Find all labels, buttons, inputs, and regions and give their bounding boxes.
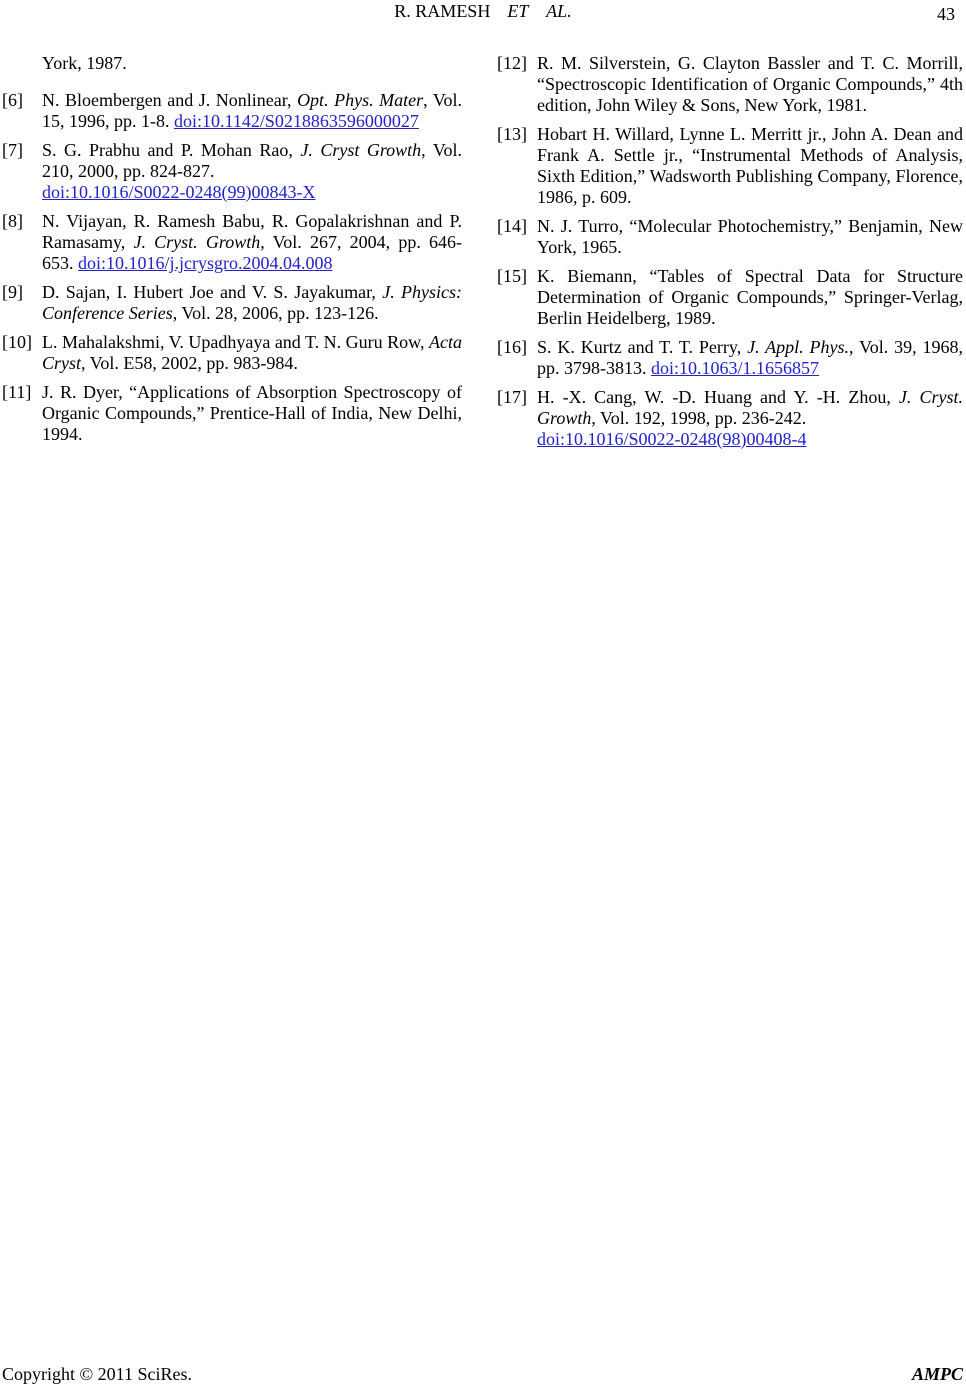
reference-number: [7] bbox=[2, 140, 23, 160]
reference-text: H. -X. Cang, W. -D. Huang and Y. -H. Zhou, bbox=[537, 387, 899, 407]
reference-number: [6] bbox=[2, 90, 23, 110]
reference-item bbox=[497, 337, 963, 379]
reference-text: S. G. Prabhu and P. Mohan Rao, bbox=[42, 140, 301, 160]
reference-number: [10] bbox=[2, 332, 32, 352]
reference-item bbox=[2, 140, 462, 203]
reference-number: [11] bbox=[2, 382, 32, 402]
reference-item bbox=[2, 382, 462, 445]
references-column bbox=[497, 53, 963, 458]
header-etal-text: ET AL. bbox=[507, 1, 572, 21]
reference-text: , Vol. 192, 1998, pp. 236-242. bbox=[591, 408, 807, 428]
reference-item bbox=[497, 216, 963, 258]
page-footer bbox=[2, 1365, 963, 1383]
reference-text: J. R. Dyer, “Applications of Absorption Spectroscopy of Organic Compounds,” Prentice-Hall of India, New Delhi, 1994. bbox=[42, 382, 462, 444]
journal-name: J. Cryst. Growth bbox=[133, 232, 261, 252]
running-header bbox=[0, 2, 966, 20]
journal-name: J. Cryst Growth bbox=[300, 140, 422, 160]
reference-number: [8] bbox=[2, 211, 23, 231]
doi-link[interactable]: doi:10.1016/S0022-0248(99)00843-X bbox=[42, 182, 316, 202]
reference-item bbox=[2, 332, 462, 374]
reference-number: [14] bbox=[497, 216, 527, 236]
doi-link[interactable]: doi:10.1016/S0022-0248(98)00408-4 bbox=[537, 429, 807, 449]
journal-abbreviation: AMPC bbox=[911, 1364, 963, 1384]
copyright-text: Copyright © 2011 SciRes. bbox=[2, 1364, 193, 1384]
reference-continuation bbox=[2, 53, 462, 74]
references-section bbox=[2, 53, 963, 458]
reference-text: N. Bloembergen and J. Nonlinear, bbox=[42, 90, 298, 110]
reference-text: D. Sajan, I. Hubert Joe and V. S. Jayakumar, bbox=[42, 282, 383, 302]
reference-item bbox=[497, 266, 963, 329]
references-column bbox=[2, 53, 462, 458]
reference-number: [12] bbox=[497, 53, 527, 73]
journal-name: Acta Cryst bbox=[42, 332, 462, 373]
reference-number: [13] bbox=[497, 124, 527, 144]
reference-text: , Vol. 39, 1968, pp. 3798-3813. bbox=[537, 337, 963, 378]
reference-text: K. Biemann, “Tables of Spectral Data for Structure Determination of Organic Compounds,” Springer-Verlag, Berlin Heidelberg, 1989. bbox=[537, 266, 963, 328]
reference-text: R. M. Silverstein, G. Clayton Bassler and T. C. Morrill, “Spectroscopic Identification of Organic Compounds,” 4th edition, John Wiley & Sons, New York, 1981. bbox=[537, 53, 963, 115]
reference-number: [16] bbox=[497, 337, 527, 357]
reference-item bbox=[497, 53, 963, 116]
reference-item bbox=[497, 124, 963, 208]
doi-link[interactable]: doi:10.1063/1.1656857 bbox=[651, 358, 820, 378]
journal-name: J. Cryst. Growth bbox=[537, 387, 963, 428]
journal-name: J. Physics: Conference Series bbox=[42, 282, 462, 323]
header-author-text: R. RAMESH bbox=[394, 1, 491, 21]
reference-item bbox=[2, 282, 462, 324]
reference-number: [9] bbox=[2, 282, 23, 302]
journal-name: J. Appl. Phys. bbox=[747, 337, 850, 357]
reference-text: S. K. Kurtz and T. T. Perry, bbox=[537, 337, 748, 357]
reference-text: , Vol. E58, 2002, pp. 983-984. bbox=[81, 353, 298, 373]
reference-text: , Vol. 210, 2000, pp. 824-827. bbox=[42, 140, 463, 181]
reference-text: Hobart H. Willard, Lynne L. Merritt jr., John A. Dean and Frank A. Settle jr., “Instrumental Methods of Analysis, Sixth Edition,” Wadsworth Publishing Company, Florence, 1986, p. 609. bbox=[537, 124, 963, 207]
reference-text: , Vol. 267, 2004, pp. 646-653. bbox=[42, 232, 462, 273]
reference-number: [15] bbox=[497, 266, 527, 286]
reference-text: , Vol. 28, 2006, pp. 123-126. bbox=[172, 303, 379, 323]
reference-text: York, 1987. bbox=[42, 53, 127, 73]
reference-item bbox=[497, 387, 963, 450]
reference-number: [17] bbox=[497, 387, 527, 407]
reference-item bbox=[2, 90, 462, 132]
reference-item bbox=[2, 211, 462, 274]
reference-text: N. J. Turro, “Molecular Photochemistry,” Benjamin, New York, 1965. bbox=[537, 216, 963, 257]
page-number: 43 bbox=[937, 4, 955, 24]
doi-link[interactable]: doi:10.1142/S0218863596000027 bbox=[174, 111, 419, 131]
journal-name: Opt. Phys. Mater bbox=[297, 90, 424, 110]
doi-link[interactable]: doi:10.1016/j.jcrysgro.2004.04.008 bbox=[78, 253, 333, 273]
reference-text: N. Vijayan, R. Ramesh Babu, R. Gopalakrishnan and P. Ramasamy, bbox=[42, 211, 462, 252]
reference-text: L. Mahalakshmi, V. Upadhyaya and T. N. Guru Row, bbox=[42, 332, 429, 352]
reference-text: , Vol. 15, 1996, pp. 1-8. bbox=[42, 90, 462, 131]
